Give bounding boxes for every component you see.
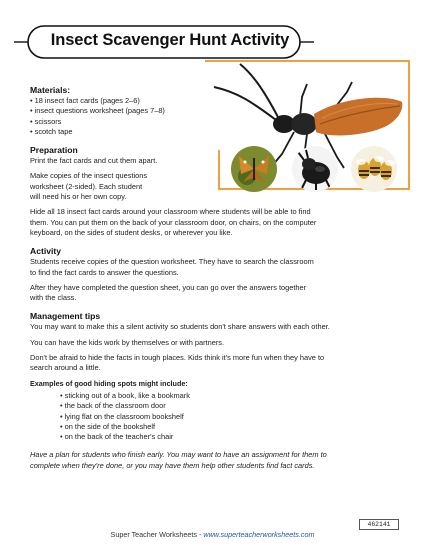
main-content <box>30 85 402 471</box>
materials-item: • scotch tape <box>30 127 402 137</box>
footer <box>0 530 425 539</box>
examples-item: • lying flat on the classroom bookshelf <box>60 412 402 422</box>
examples-item: • on the side of the bookshelf <box>60 422 402 432</box>
materials-list <box>30 96 402 137</box>
materials-item: • insect questions worksheet (pages 7–8) <box>30 106 402 116</box>
preparation-section <box>30 145 402 238</box>
title-banner <box>14 25 314 59</box>
management-text: You can have the kids work by themselves or with partners. <box>30 337 225 347</box>
materials-section <box>30 85 402 137</box>
worksheet-code: 462141 <box>359 519 399 530</box>
preparation-text: Hide all 18 insect fact cards around your classroom where students will be able to find <box>30 207 311 217</box>
examples-item: • the back of the classroom door <box>60 401 402 411</box>
management-section <box>30 311 402 471</box>
footer-brand: Super Teacher Worksheets <box>110 530 197 539</box>
materials-heading: Materials: <box>30 85 71 95</box>
preparation-text: will need his or her own copy. <box>30 192 127 202</box>
management-text: search around a little. <box>30 363 101 373</box>
examples-item: • on the back of the teacher's chair <box>60 432 402 442</box>
closing-text: complete when they're done, or you may have them help other students find fact cards. <box>30 460 315 470</box>
preparation-text: them. You can put them on the back of your classroom door, on chairs, on the computer <box>30 217 317 227</box>
preparation-text: Make copies of the insect questions <box>30 171 148 181</box>
closing-text: Have a plan for students who finish early. You may want to have an assignment for them to <box>30 450 327 460</box>
accent-frame-right <box>408 60 410 190</box>
preparation-text: keyboard, on the sides of student desks, or wherever you like. <box>30 227 233 237</box>
preparation-text: Print the fact cards and cut them apart. <box>30 156 158 166</box>
examples-item: • sticking out of a book, like a bookmark <box>60 391 402 401</box>
materials-item: • scissors <box>30 117 402 127</box>
management-text: Don't be afraid to hide the facts in tough places. Kids think it's more fun when they have to <box>30 353 325 363</box>
activity-heading: Activity <box>30 246 62 257</box>
activity-text: Students receive copies of the question worksheet. They have to search the classroom <box>30 257 314 267</box>
activity-text: After they have completed the question sheet, you can go over the answers together <box>30 282 307 292</box>
activity-section <box>30 246 402 303</box>
management-heading: Management tips <box>30 311 101 322</box>
page-title: Insect Scavenger Hunt Activity <box>50 31 290 49</box>
materials-item: • 18 insect fact cards (pages 2–6) <box>30 96 402 106</box>
management-text: You may want to make this a silent activity so students don't share answers with each other. <box>30 322 330 332</box>
footer-url-link[interactable]: www.superteacherworksheets.com <box>203 530 315 539</box>
preparation-heading: Preparation <box>30 145 78 156</box>
examples-heading: Examples of good hiding spots might include: <box>30 378 188 388</box>
examples-list <box>30 391 402 442</box>
footer-separator: - <box>196 530 204 539</box>
activity-text: with the class. <box>30 293 77 303</box>
preparation-text: worksheet (2-sided). Each student <box>30 181 143 191</box>
activity-text: to find the fact cards to answer the questions. <box>30 267 179 277</box>
